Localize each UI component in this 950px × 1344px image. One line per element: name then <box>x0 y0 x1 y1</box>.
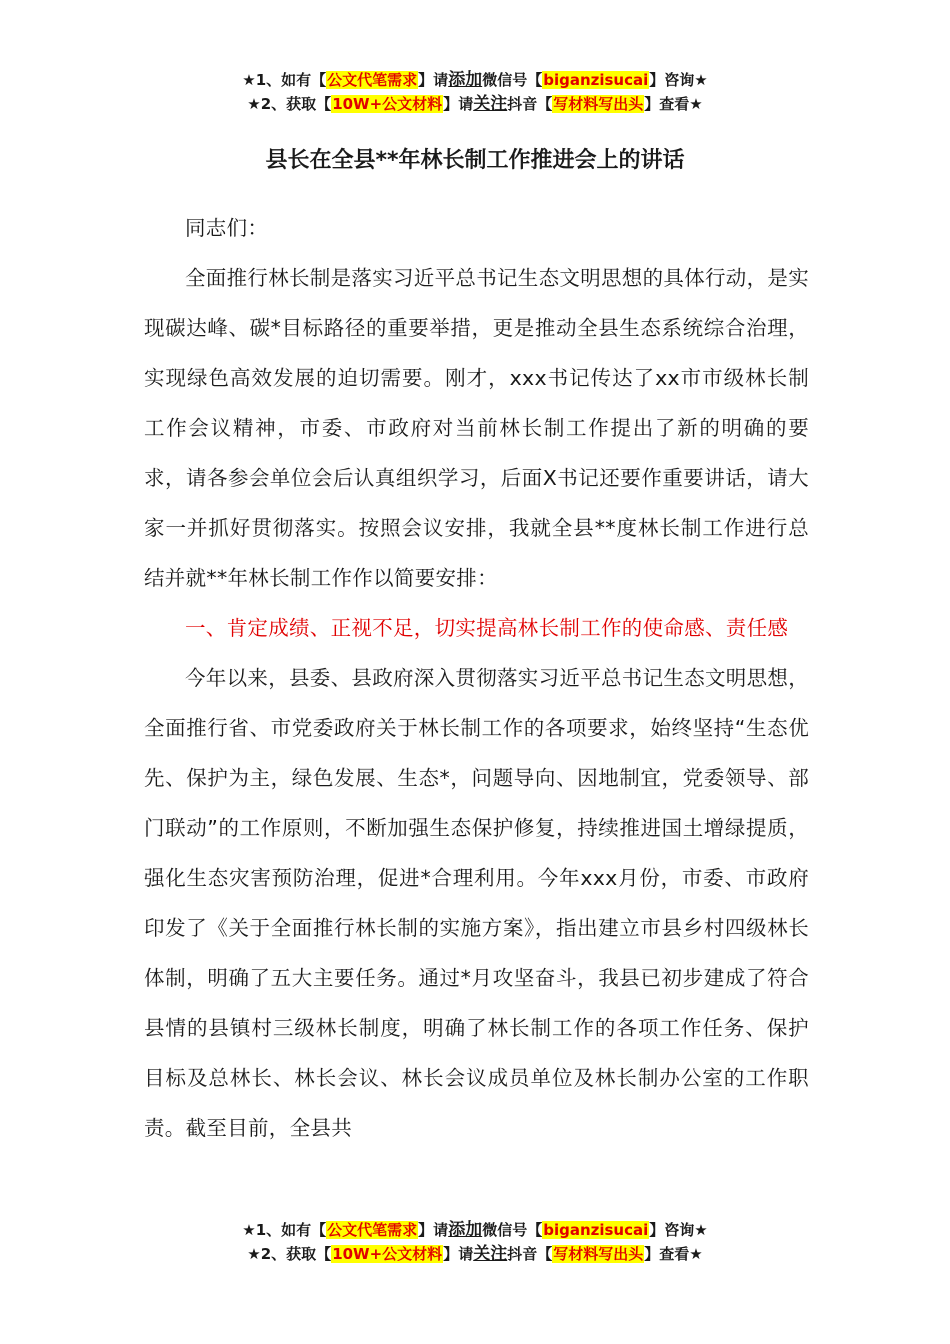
promo-text: ★2、获取【 <box>247 1245 332 1263</box>
promo-text: 抖音【 <box>507 95 553 113</box>
greeting: 同志们： <box>185 216 269 240</box>
promo-emphasis: 关注 <box>473 1244 508 1264</box>
promo-highlight: 公文代笔需求 <box>327 71 418 89</box>
promo-text: 】请 <box>418 1221 449 1239</box>
document-title: 县长在全县**年林长制工作推进会上的讲话 <box>265 148 685 173</box>
paragraph: 今年以来，县委、县政府深入贯彻落实习近平总书记生态文明思想，全面推行省、市党委政府关于林长制工作的各项要求，始终坚持“生态优先、保护为主，绿色发展、生态*，问题导向、因地制宜，党委领导、部门联动”的工作原则，不断加强生态保护修复，持续推进国土增绿提质，强化生态灾害预防治理，促进*合理利用。今年xxx月份，市委、市政府印发了《关于全面推行林长制的实施方案》，指出建立市县乡村四级林长体制，明确了五大主要任务。通过*月攻坚奋斗，我县已初步建成了符合县情的县镇村三级林长制度，明确了林长制工作的各项工作任务、保护目标及总林长、林长会议、林长会议成员单位及林长制办公室的工作职责。截至目前，全县共 <box>144 666 809 1140</box>
promo-text: ★1、如有【 <box>242 71 327 89</box>
promo-emphasis: 添加 <box>448 70 483 90</box>
promo-text: 微信号【 <box>482 1221 543 1239</box>
promo-text: 微信号【 <box>482 71 543 89</box>
document-body <box>144 203 809 1153</box>
promo-text: ★2、获取【 <box>247 95 332 113</box>
promo-highlight: 10W+公文材料 <box>332 95 443 113</box>
promo-highlight: biganzisucai <box>543 71 649 89</box>
promo-emphasis: 关注 <box>473 94 508 114</box>
promo-highlight: biganzisucai <box>543 1221 649 1239</box>
promo-emphasis: 添加 <box>448 1220 483 1240</box>
promo-highlight: 写材料写出头 <box>553 1245 644 1263</box>
promo-banner-top <box>0 68 950 116</box>
promo-text: ★1、如有【 <box>242 1221 327 1239</box>
promo-text: 】咨询★ <box>649 71 708 89</box>
promo-highlight: 写材料写出头 <box>553 95 644 113</box>
promo-line-1 <box>0 1218 950 1242</box>
promo-line-2 <box>0 92 950 116</box>
promo-line-2 <box>0 1242 950 1266</box>
promo-text: 】请 <box>443 1245 474 1263</box>
promo-text: 】请 <box>443 95 474 113</box>
promo-highlight: 公文代笔需求 <box>327 1221 418 1239</box>
promo-text: 】请 <box>418 71 449 89</box>
section-heading: 一、肯定成绩、正视不足，切实提高林长制工作的使命感、责任感 <box>185 616 789 640</box>
promo-highlight: 10W+公文材料 <box>332 1245 443 1263</box>
promo-text: 抖音【 <box>507 1245 553 1263</box>
promo-text: 】查看★ <box>644 1245 703 1263</box>
promo-banner-bottom <box>0 1218 950 1266</box>
promo-text: 】咨询★ <box>649 1221 708 1239</box>
promo-line-1 <box>0 68 950 92</box>
promo-text: 】查看★ <box>644 95 703 113</box>
paragraph: 全面推行林长制是落实习近平总书记生态文明思想的具体行动，是实现碳达峰、碳*目标路径的重要举措，更是推动全县生态系统综合治理，实现绿色高效发展的迫切需要。刚才，xxx书记传达了xx市市级林长制工作会议精神，市委、市政府对当前林长制工作提出了新的明确的要求，请各参会单位会后认真组织学习，后面X书记还要作重要讲话，请大家一并抓好贯彻落实。按照会议安排，我就全县**度林长制工作进行总结并就**年林长制工作作以简要安排： <box>144 266 809 590</box>
